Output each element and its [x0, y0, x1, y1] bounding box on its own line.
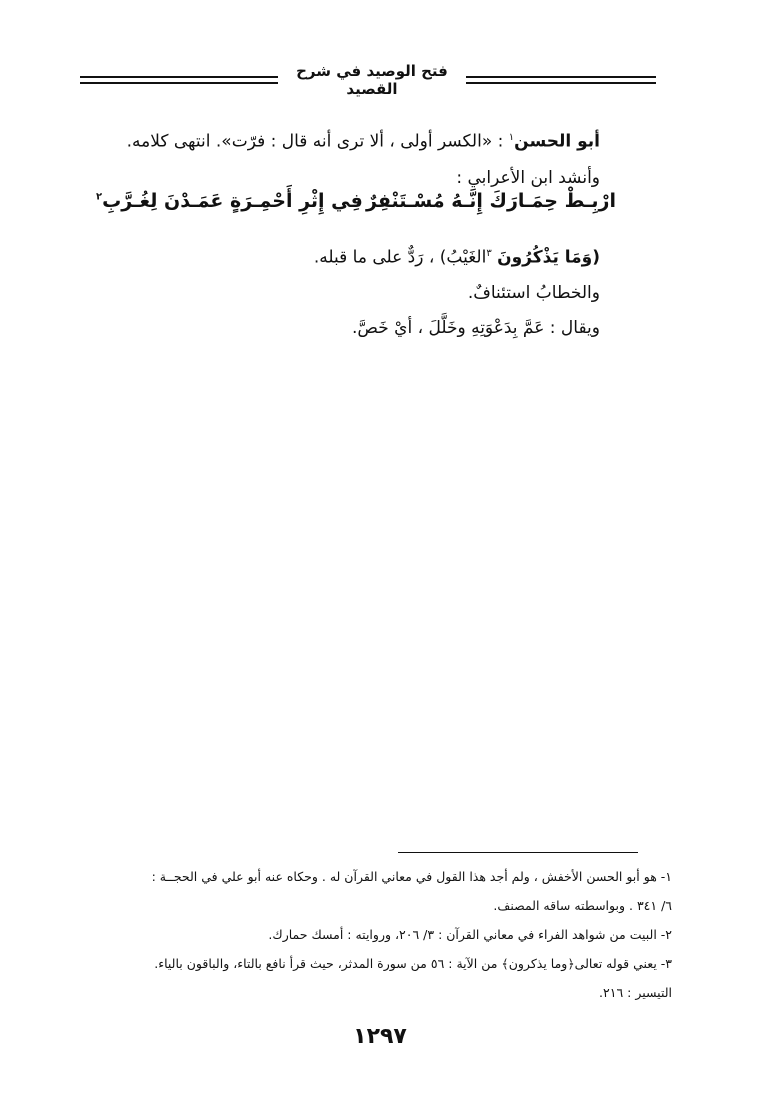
footnote-1-line-2: ٦/ ٣٤١ . وبواسطته ساقه المصنف.	[493, 898, 672, 913]
main-text	[110, 120, 600, 196]
header-rule	[80, 82, 278, 84]
footnote-ref-2: ٢	[96, 191, 103, 203]
header-rule	[466, 82, 656, 84]
running-header-title: فتح الوصيد في شرح القصيد	[296, 62, 448, 98]
quranic-quote: (وَمَا يَذْكُرُونَ	[497, 247, 600, 268]
page-number: ١٢٩٧	[353, 1024, 407, 1049]
verse-first-hemistich: ارْبِـطْ حِمَـارَكَ إِنَّـهُ مُسْـتَنْفِرٌ	[366, 190, 616, 212]
body-line-4	[110, 236, 600, 276]
footnote-ref-3: ٣	[486, 248, 492, 259]
footnote-separator	[398, 852, 638, 853]
quoted-author: أبو الحسن	[514, 131, 600, 152]
footnote-ref-1: ١	[508, 132, 515, 143]
body-line-1	[110, 120, 600, 160]
main-text-continued	[110, 236, 600, 346]
footnotes	[82, 862, 672, 1007]
verse-second-hemistich: فِي إِثْرِ أَحْمِـرَةٍ عَمَـدْنَ لِغُـرَّبِ	[102, 190, 363, 212]
body-line-6: ويقال : عَمَّ بِدَعْوَتِهِ وخَلَّلَ ، أيْ خَصَّ.	[352, 317, 600, 338]
quote-text: : «الكسر أولى ، ألا ترى أنه قال : فرّت». انتهى كلامه.	[126, 131, 504, 152]
header-rule	[80, 76, 278, 78]
footnote-3-line-2: التيسير : ٢١٦.	[599, 985, 672, 1000]
poetry-verse	[96, 190, 616, 230]
body-line-2: وأنشد ابن الأعرابي :	[456, 167, 600, 188]
verse-second-hemistich-wrap	[96, 190, 363, 212]
footnote-1-line-1: ١- هو أبو الحسن الأخفش ، ولم أجد هذا القول في معاني القرآن له . وحكاه عنه أبو علي في الحجــة :	[151, 869, 672, 884]
footnote-2: ٢- البيت من شواهد الفراء في معاني القرآن : ٣/ ٢٠٦، وروايته : أمسك حمارك.	[268, 927, 672, 942]
body-line-5: والخطابُ استئنافٌ.	[467, 282, 600, 303]
body-line-4-rest: الغَيْبُ) ، رَدٌّ على ما قبله.	[313, 247, 487, 268]
footnote-3-line-1: ٣- يعني قوله تعالى﴿وما يذكرون﴾ من الآية : ٥٦ من سورة المدثر، حيث قرأ نافع بالتاء، والباقون بالياء.	[154, 956, 672, 971]
header-rule	[466, 76, 656, 78]
